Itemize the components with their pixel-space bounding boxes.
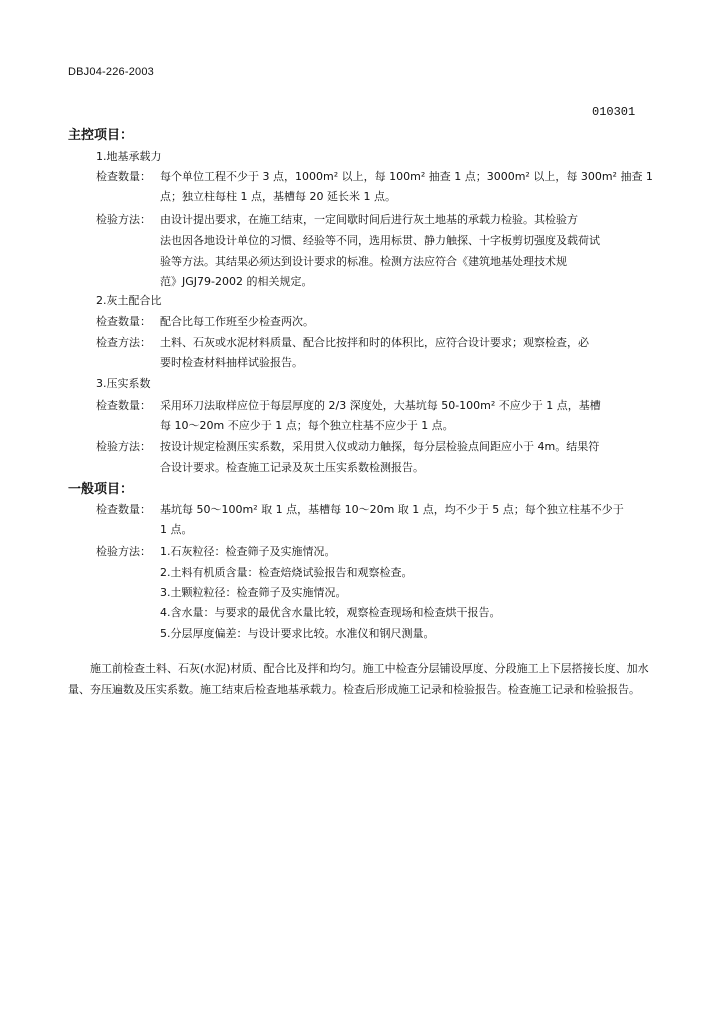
form-code: 010301 [592, 105, 636, 119]
item3-method-label: 检验方法： [96, 440, 151, 453]
general-method-label: 检验方法： [96, 545, 151, 558]
main-items-heading: 主控项目： [68, 128, 134, 143]
item2-qty-label: 检查数量： [96, 315, 151, 328]
item3-title: 3.压实系数 [96, 377, 151, 390]
general-qty-line: 1 点。 [160, 523, 193, 536]
general-qty-line: 基坑每 50～100m² 取 1 点，基槽每 10～20m 取 1 点，均不少于 5 点；每个独立柱基不少于 [160, 503, 624, 516]
item1-method-line: 范》JGJ79-2002 的相关规定。 [160, 275, 313, 288]
item2-method-label: 检查方法： [96, 336, 151, 349]
general-method-line: 3.土颗粒粒径：检查筛子及实施情况。 [160, 586, 347, 599]
item3-qty-line: 每 10～20m 不应少于 1 点；每个独立柱基不应少于 1 点。 [160, 419, 454, 432]
item1-method-line: 法也因各地设计单位的习惯、经验等不同，选用标贯、静力触探、十字板剪切强度及载荷试 [160, 234, 600, 247]
general-method-line: 4.含水量：与要求的最优含水量比较，观察检查现场和检查烘干报告。 [160, 606, 501, 619]
item3-method-line: 合设计要求。检查施工记录及灰土压实系数检测报告。 [160, 461, 424, 474]
item3-qty-line: 采用环刀法取样应位于每层厚度的 2/3 深度处，大基坑每 50-100m² 不应少于 1 点，基槽 [160, 399, 601, 412]
item3-qty-label: 检查数量： [96, 399, 151, 412]
summary-block [68, 658, 658, 700]
item1-qty-line: 点；独立柱每柱 1 点，基槽每 20 延长米 1 点。 [160, 190, 396, 203]
item2-method-line: 要时检查材料抽样试验报告。 [160, 356, 303, 369]
item1-method-line: 验等方法。其结果必须达到设计要求的标准。检测方法应符合《建筑地基处理技术规 [160, 255, 567, 268]
item2-title: 2.灰土配合比 [96, 294, 162, 307]
general-method-line: 1.石灰粒径：检查筛子及实施情况。 [160, 545, 336, 558]
standard-number: DBJ04-226-2003 [68, 66, 154, 78]
general-method-line: 5.分层厚度偏差：与设计要求比较。水准仪和钢尺测量。 [160, 627, 435, 640]
item1-qty-label: 检查数量： [96, 170, 151, 183]
item1-title: 1.地基承载力 [96, 150, 162, 163]
general-qty-label: 检查数量： [96, 503, 151, 516]
item2-qty-line: 配合比每工作班至少检查两次。 [160, 315, 314, 328]
item1-qty-line: 每个单位工程不少于 3 点，1000m² 以上，每 100m² 抽查 1 点；3000m² 以上，每 300m² 抽查 1 [160, 170, 653, 183]
item1-method-label: 检验方法： [96, 213, 151, 226]
summary-paragraph: 施工前检查土料、石灰(水泥)材质、配合比及拌和均匀。施工中检查分层铺设厚度、分段施工上下层搭接长度、加水量、夯压遍数及压实系数。施工结束后检查地基承载力。检查后形成施工记录和检验报告。检查施工记录和检验报告。 [68, 662, 649, 696]
general-items-heading: 一般项目： [68, 482, 134, 497]
item1-method-line: 由设计提出要求，在施工结束，一定间歇时间后进行灰土地基的承载力检验。其检验方 [160, 213, 578, 226]
item2-method-line: 土料、石灰或水泥材料质量、配合比按拌和时的体积比，应符合设计要求；观察检查，必 [160, 336, 589, 349]
item3-method-line: 按设计规定检测压实系数，采用贯入仪或动力触探，每分层检验点间距应小于 4m。结果符 [160, 440, 600, 453]
general-method-line: 2.土料有机质含量：检查焙烧试验报告和观察检查。 [160, 566, 413, 579]
